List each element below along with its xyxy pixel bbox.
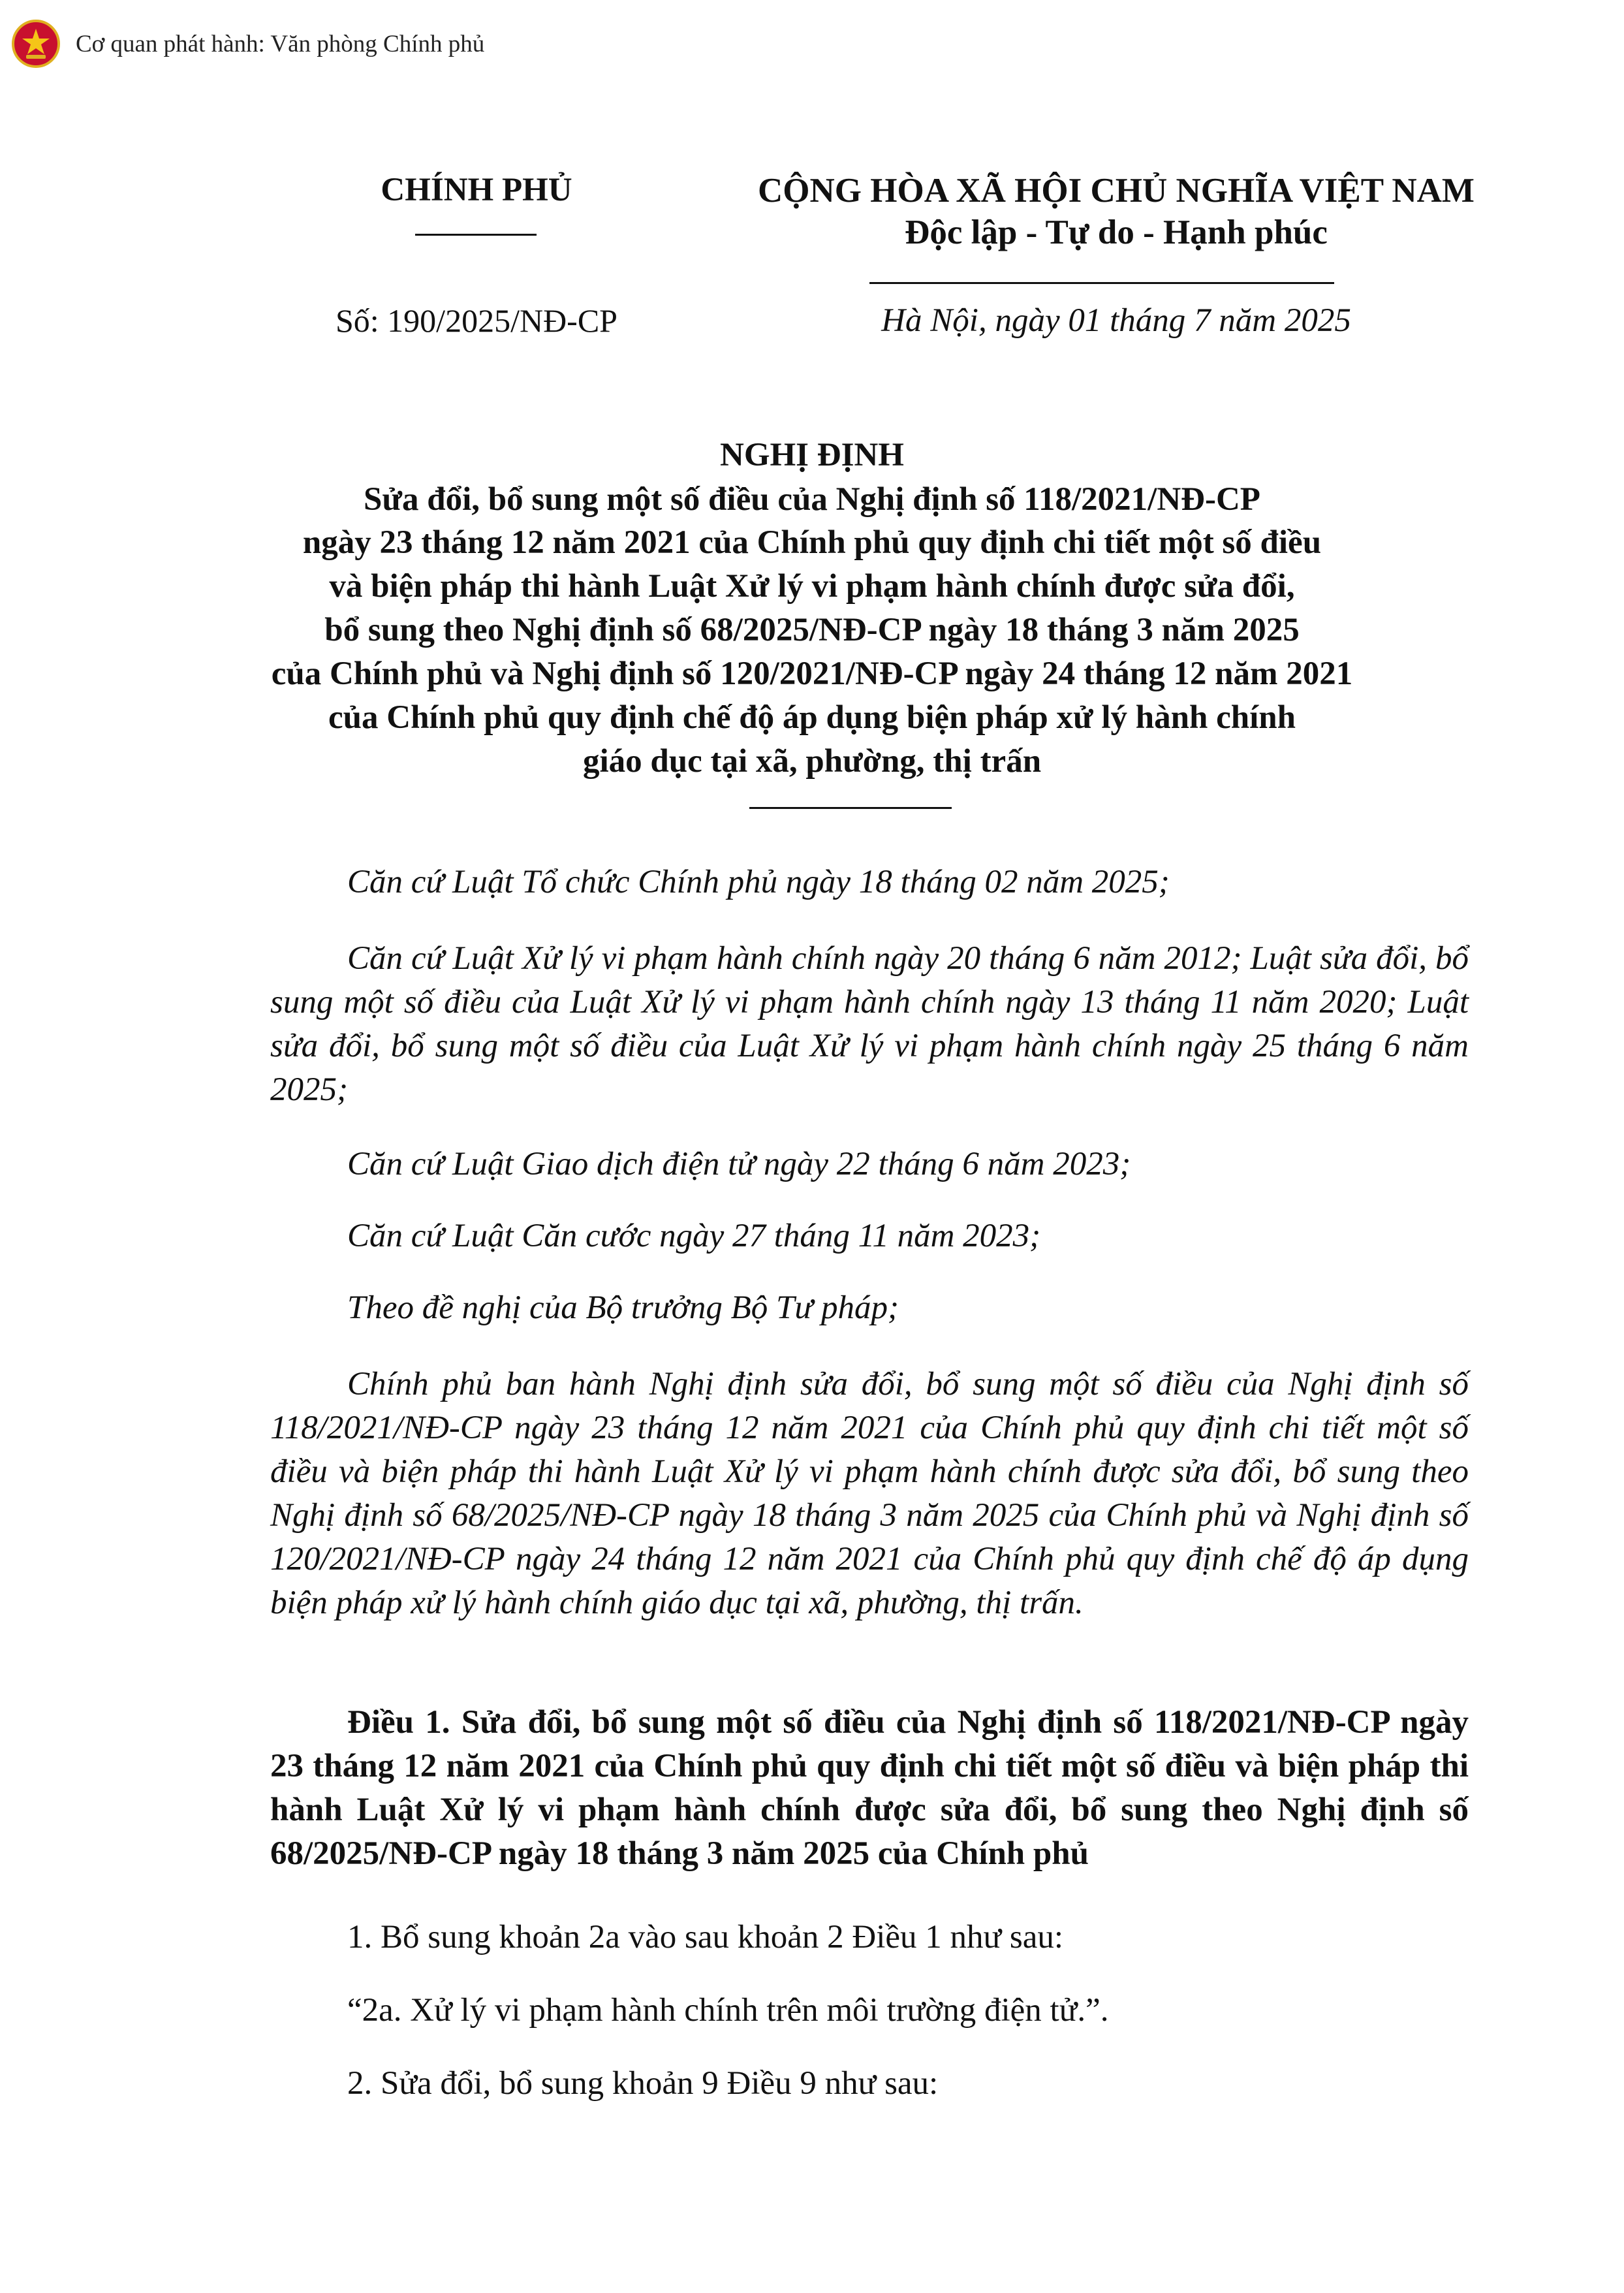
national-emblem-icon: [12, 20, 60, 68]
title-line: giáo dục tại xã, phường, thị trấn: [582, 743, 1042, 780]
title-line: ngày 23 tháng 12 năm 2021 của Chính phủ quy định chi tiết một số điều: [302, 524, 1322, 561]
country-name: CỘNG HÒA XÃ HỘI CHỦ NGHĨA VIỆT NAM: [758, 172, 1475, 210]
legal-basis-paragraph: Căn cứ Luật Căn cước ngày 27 tháng 11 năm 2023;: [347, 1218, 1041, 1254]
article-item: 1. Bổ sung khoản 2a vào sau khoản 2 Điều 1 như sau:: [347, 1919, 1064, 1955]
article-1-heading: Điều 1. Sửa đổi, bổ sung một số điều của Nghị định số 118/2021/NĐ-CP ngày 23 tháng 12 năm 2021 của Chính phủ quy định chi tiết một số điều và biện pháp thi hành Luật Xử lý vi phạm hành chính được sửa đổi, bổ sung theo Nghị định số 68/2025/NĐ-CP ngày 18 tháng 3 năm 2025 của Chính phủ: [270, 1704, 1469, 1872]
article-item: “2a. Xử lý vi phạm hành chính trên môi trường điện tử.”.: [347, 1992, 1109, 2029]
issuing-agency-banner: [12, 14, 484, 73]
title-line: bổ sung theo Nghị định số 68/2025/NĐ-CP ngày 18 tháng 3 năm 2025: [324, 612, 1300, 648]
legal-basis-paragraph: Căn cứ Luật Tổ chức Chính phủ ngày 18 tháng 02 năm 2025;: [347, 864, 1170, 900]
legal-basis-paragraph: Căn cứ Luật Xử lý vi phạm hành chính ngày 20 tháng 6 năm 2012; Luật sửa đổi, bổ sung một số điều của Luật Xử lý vi phạm hành chính ngày 13 tháng 11 năm 2020; Luật sửa đổi, bổ sung một số điều của Luật Xử lý vi phạm hành chính ngày 25 tháng 6 năm 2025;: [270, 940, 1469, 1108]
promulgation-paragraph: Chính phủ ban hành Nghị định sửa đổi, bổ sung một số điều của Nghị định số 118/2021/NĐ-CP ngày 23 tháng 12 năm 2021 của Chính phủ quy định chi tiết một số điều và biện pháp thi hành Luật Xử lý vi phạm hành chính được sửa đổi, bổ sung theo Nghị định số 68/2025/NĐ-CP ngày 18 tháng 3 năm 2025 của Chính phủ và Nghị định số 120/2021/NĐ-CP ngày 24 tháng 12 năm 2021 của Chính phủ quy định chế độ áp dụng biện pháp xử lý hành chính giáo dục tại xã, phường, thị trấn.: [270, 1366, 1469, 1621]
document-type: NGHỊ ĐỊNH: [720, 437, 904, 473]
agency-label: Cơ quan phát hành: Văn phòng Chính phủ: [76, 30, 485, 57]
motto-underline: [869, 282, 1334, 284]
proposal-paragraph: Theo đề nghị của Bộ trưởng Bộ Tư pháp;: [347, 1289, 899, 1326]
place-and-date: Hà Nội, ngày 01 tháng 7 năm 2025: [881, 302, 1351, 339]
issuer-name: CHÍNH PHỦ: [381, 172, 572, 208]
article-item: 2. Sửa đổi, bổ sung khoản 9 Điều 9 như sau:: [347, 2065, 939, 2102]
title-line: Sửa đổi, bổ sung một số điều của Nghị định số 118/2021/NĐ-CP: [364, 481, 1260, 518]
document-number: Số: 190/2025/NĐ-CP: [335, 302, 617, 339]
national-motto: Độc lập - Tự do - Hạnh phúc: [905, 213, 1328, 251]
issuer-underline: [415, 234, 537, 236]
title-line: của Chính phủ quy định chế độ áp dụng biện pháp xử lý hành chính: [328, 699, 1296, 736]
title-line: và biện pháp thi hành Luật Xử lý vi phạm hành chính được sửa đổi,: [329, 568, 1295, 605]
title-underline: [749, 807, 952, 809]
title-line: của Chính phủ và Nghị định số 120/2021/NĐ-CP ngày 24 tháng 12 năm 2021: [271, 656, 1353, 692]
legal-basis-paragraph: Căn cứ Luật Giao dịch điện tử ngày 22 tháng 6 năm 2023;: [347, 1146, 1131, 1182]
